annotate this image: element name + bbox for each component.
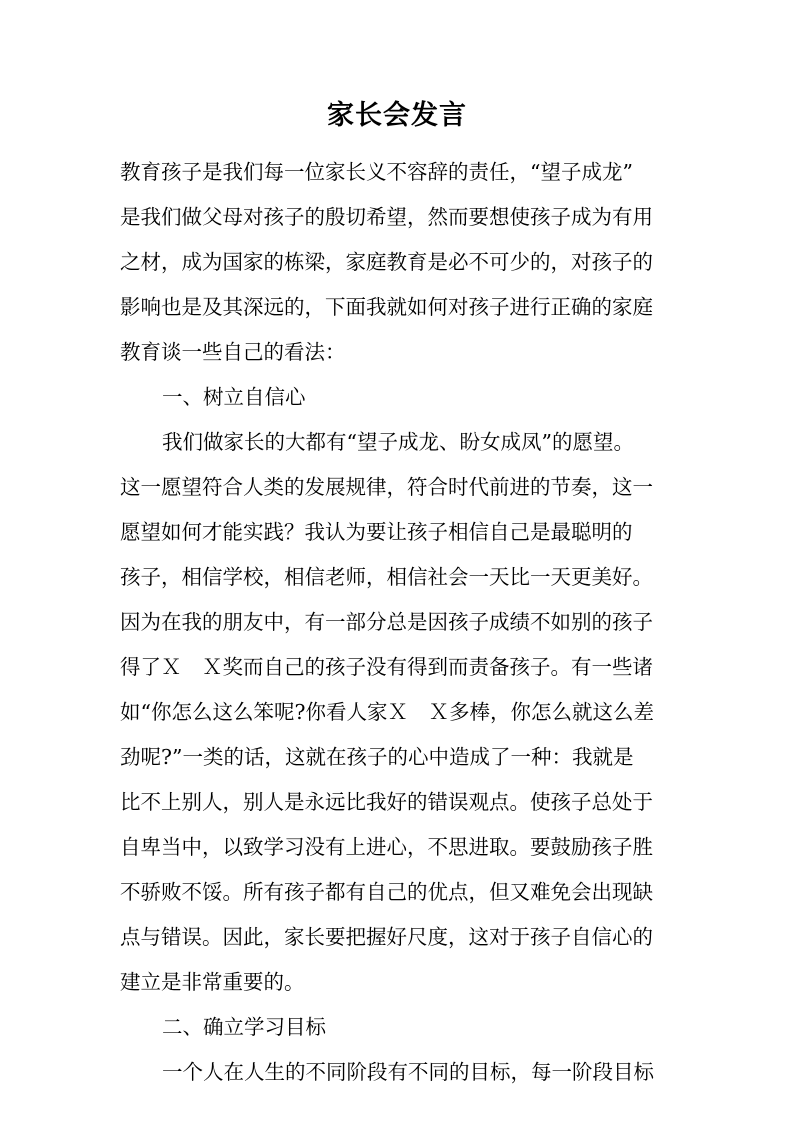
text-line: 教育谈一些自己的看法： bbox=[120, 340, 346, 364]
document-title: 家长会发言 bbox=[327, 100, 467, 131]
text-line: 点与错误。因此，家长要把握好尺度，这对于孩子自信心的 bbox=[120, 925, 653, 949]
document-body bbox=[120, 150, 690, 1095]
text-line: 建立是非常重要的。 bbox=[120, 970, 305, 994]
text-line: 因为在我的朋友中，有一部分总是因孩子成绩不如别的孩子 bbox=[120, 610, 653, 634]
text-line: 愿望如何才能实践？我认为要让孩子相信自己是最聪明的 bbox=[120, 520, 633, 544]
text-line: 是我们做父母对孩子的殷切希望，然而要想使孩子成为有用 bbox=[120, 205, 653, 229]
text-line: 这一愿望符合人类的发展规律，符合时代前进的节奏，这一 bbox=[120, 475, 653, 499]
text-line: 不骄败不馁。所有孩子都有自己的优点，但又难免会出现缺 bbox=[120, 880, 653, 904]
text-line: 比不上别人，别人是永远比我好的错误观点。使孩子总处于 bbox=[120, 790, 653, 814]
section-heading: 一、树立自信心 bbox=[162, 385, 306, 409]
paragraph-start-line: 我们做家长的大都有“望子成龙、盼女成凤”的愿望。 bbox=[162, 430, 634, 454]
text-line: 劲呢?”一类的话，这就在孩子的心中造成了一种：我就是 bbox=[120, 745, 634, 769]
text-line: 教育孩子是我们每一位家长义不容辞的责任，“望子成龙” bbox=[120, 160, 633, 184]
text-line: 孩子，相信学校，相信老师，相信社会一天比一天更美好。 bbox=[120, 565, 653, 589]
text-line: 自卑当中，以致学习没有上进心，不思进取。要鼓励孩子胜 bbox=[120, 835, 653, 859]
text-line: 得了Ｘ Ｘ奖而自己的孩子没有得到而责备孩子。有一些诸 bbox=[120, 655, 653, 679]
paragraph-start-line: 一个人在人生的不同阶段有不同的目标，每一阶段目标 bbox=[162, 1060, 654, 1084]
text-line: 如“你怎么这么笨呢?你看人家Ｘ Ｘ多棒，你怎么就这么差 bbox=[120, 700, 654, 724]
section-heading: 二、确立学习目标 bbox=[162, 1015, 326, 1039]
text-line: 之材，成为国家的栋梁，家庭教育是必不可少的，对孩子的 bbox=[120, 250, 653, 274]
text-line: 影响也是及其深远的，下面我就如何对孩子进行正确的家庭 bbox=[120, 295, 653, 319]
